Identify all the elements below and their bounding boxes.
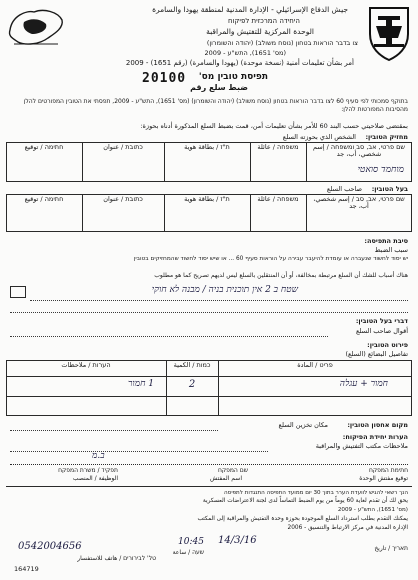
reason-label-ar: سبب الضبط [374, 246, 408, 254]
owner-label-ar: صاحب السلع [326, 185, 362, 193]
owner-statement-he: דברי בעל הטובין: [355, 317, 408, 325]
goods-col-notes: הערות / ملاحظات [61, 361, 111, 369]
footer-date-label: תאריך / تاريخ [374, 545, 408, 552]
owner-col-name: שם פרטי, אב, סב / إسم شخصي، أب، جد [313, 195, 405, 210]
owner-label-he: בעל הטובין: [371, 185, 408, 193]
reason-text-ar: هناك أسباب للشك أن السلع مرتبطة بمخالفة، أو أن المنتقلين بالسلع ليس لديهم تصريح كما هو مطلوب [154, 272, 408, 279]
reason-text-he: יש יסוד לחשוד שנעברה או עומדת להיעבר עבירה על הוראות סעיף 60 ... או שיש יסוד לחשוד שהמחזיקים בטובין [133, 256, 408, 262]
storage-label-ar: مكان تخزين السلع [278, 421, 328, 429]
intro-ar: بمقتضى صلاحيتي حسب البند 60 للأمر بشأن تعليمات أمن، قمت بضبط السلع المذكورة أدناه بحوزة: [140, 122, 408, 130]
inspector-role-he: תפקיד / משרת המפקח [58, 467, 118, 474]
reason-label-he: סיבת התפיסה: [364, 237, 408, 245]
header-ar-line3: أمر بشأن تعليمات أمنية (نسخة موحدة) (يهودا والسامرة) (رقم 1651) - 2009 [125, 59, 354, 67]
inspector-sign-he: חתימת המפקח [368, 467, 408, 474]
possessor-label-he: מחזיק הטובין: [365, 133, 408, 141]
possessor-col-family: משפחה / عائلة [257, 143, 299, 151]
unit-notes-ar: ملاحظات مكتب التفتيش والمراقبة [315, 442, 408, 450]
reason-checkbox [10, 286, 26, 298]
footer-time-label: שעה / ساعة [172, 549, 204, 556]
footer-phone-value: 0542004656 [18, 541, 82, 552]
civil-admin-map-emblem [4, 4, 68, 50]
inspector-name-he: שם המפקח [217, 467, 248, 474]
reason-handwritten: שטח ב 2 אין תוכנית בניה / מבנה לא חוקי [151, 285, 298, 295]
footer-serial: 164719 [14, 565, 39, 573]
header-ar-line2: الوحدة المركزية للتفتيش والمراقبة [206, 27, 314, 36]
goods-row1-qty: 2 [188, 379, 196, 390]
header-he-line3: (מס' 1651), התש"ע - 2009 [204, 49, 286, 57]
form-title-he: תפיסת טובין מס' [198, 72, 268, 82]
unit-notes-he: הערות יחידת הפיקוח: [342, 433, 408, 441]
footer-date-value: 14/3/16 [218, 535, 257, 546]
possessor-col-address: כתובת / عنوان [103, 143, 143, 151]
owner-col-family: משפחה / عائلة [257, 195, 299, 203]
shield-emblem-icon [364, 4, 414, 62]
form-number: 20100 [142, 71, 187, 86]
owner-statement-ar: أقوال صاحب السلع [355, 327, 408, 335]
goods-row1-notes: 1 חמור [128, 379, 154, 389]
possessor-col-signature: חתימה / توقيع [24, 143, 64, 151]
possessor-col-name: שם פרטי, אב, סב ומשפחה / إسم شخصي، أب، جد [312, 143, 406, 158]
goods-label-ar: تفاصيل البضائع (السلع) [345, 350, 408, 358]
notice-ar3: الإدارة المدنية في مركز الارتباط والتنسيق - 2006 [287, 525, 408, 531]
possessor-col-id: ת"ז / بطاقة هوية [184, 143, 230, 151]
owner-col-address: כתובת / عنوان [103, 195, 143, 203]
intro-he: בתוקף סמכותי לפי סעיף 60 לצו בדבר הוראות בטחון (נוסח משולב) (יהודה והשומרון) (מס' 1651), התש"ע - 2009, תפסתי את הטובין המפורטים להלן מהסיבות המפורטות להלן: [23, 98, 408, 114]
goods-col-quantity: כמות / الكمية [173, 361, 211, 369]
header-he-line2: צו בדבר הוראות בטחון (נוסח משולב) (יהודה והשומרון) [206, 39, 358, 47]
storage-label-he: מקום אחסון הטובין: [347, 421, 408, 429]
inspector-sign-ar: توقيع مفتش الوحدة [359, 475, 408, 482]
inspector-role-ar: الوظيفة / المنصب [72, 475, 118, 482]
footer-time-value: 10:45 [178, 537, 204, 547]
inspector-name-ar: اسم المفتش [209, 475, 242, 482]
possessor-label-ar: الشخص الذي بحوزته السلع [282, 133, 356, 141]
possessor-name-handwritten: מוחמד סואטי [357, 165, 404, 175]
owner-col-signature: חתימה / توقيع [24, 195, 64, 203]
notice-he1: הנך רשאי להגיש לוועדת הערר בתוך 30 יום ממועד התפיסה התנגדות לתפיסה [224, 490, 408, 496]
header-ar-line1: جيش الدفاع الإسرائيلي - الإدارة المدنية لمنطقة يهودا والسامرة [152, 5, 348, 14]
notice-he2: (מס' 1651), התש"ע - 2009 [337, 507, 408, 513]
form-title-ar: ضبط سلع رقم [190, 83, 248, 92]
inspector-signature-handwritten: ב.מ [92, 451, 105, 461]
goods-col-item: פריט / المادة [297, 361, 333, 369]
header-he-line1: היחידה המרכזית לפיקוח [227, 17, 300, 25]
goods-row1-item: חמור + עגלה [339, 379, 388, 389]
notice-ar2: يمكنك التقدم بطلب استرداد السلع الموجودة بحوزة وحدة التفتيش والمراقبة إلى المكتب [197, 516, 408, 522]
goods-label-he: פירוט הטובין: [367, 341, 408, 349]
owner-col-id: ת"ז / بطاقة هوية [184, 195, 230, 203]
notice-ar1: يحق لك أن تقدم لغاية 60 يوماً من يوم الضبط التماساً لدى لجنة الاعتراضات العسكرية [202, 498, 408, 504]
footer-phone-label: טל' לבירורים / هاتف للاستفسار [77, 555, 156, 562]
